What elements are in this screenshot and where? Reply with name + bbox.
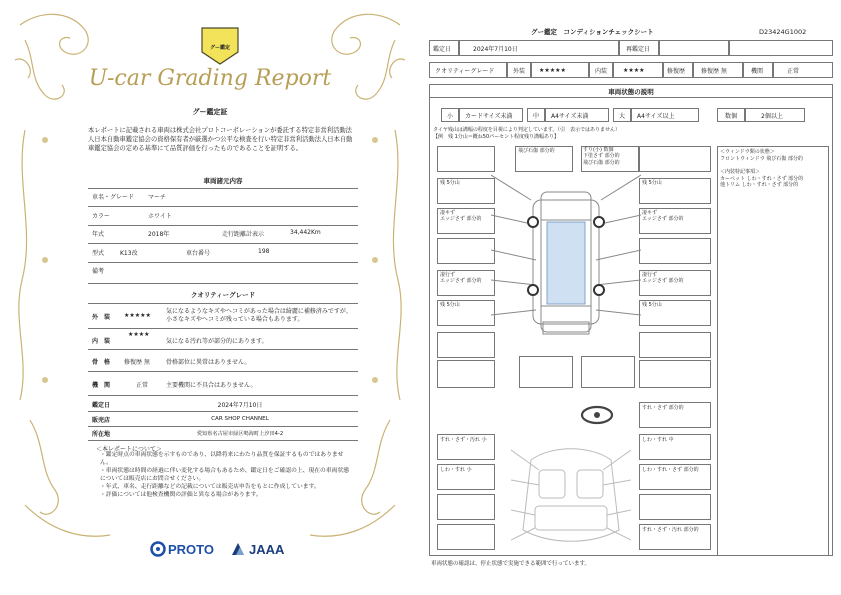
- grade-label: クオリティーグレード: [435, 67, 495, 75]
- right-mid2-note: 凄行ず エッジさず 部分的: [642, 272, 684, 285]
- interior-desc: 気になる汚れ等が部分的にあります。: [166, 338, 268, 345]
- mileage-label: 走行距離計表示: [222, 231, 265, 238]
- front-center-note: 飛び石傷 部分的: [518, 148, 555, 154]
- note-item: ・年式、車名、走行距離などの記載については販売店申告をもとに作成しています。: [100, 483, 320, 490]
- interior-grade: ★★★★: [128, 331, 150, 338]
- interior-special-title: ＜内装特記事項＞: [720, 169, 761, 175]
- proto-logo-text: PROTO: [168, 541, 214, 557]
- footer-note: 車両状態の確認は、停止状態で実施できる範囲で行っています。: [431, 561, 591, 567]
- interior-label-r: 内装: [595, 67, 608, 75]
- jaaa-mark-icon: [230, 541, 246, 557]
- legend-medium-label: 中: [533, 112, 540, 120]
- steering-wheel-icon: [579, 404, 615, 426]
- jaaa-logo-text: JAAA: [249, 541, 285, 557]
- frame-grade: 修復歴 無: [124, 359, 150, 366]
- right-mid1-note: 凄キず エッジさず 部分的: [642, 210, 684, 223]
- section-title: 車両状態の説明: [608, 88, 654, 96]
- interior-left1-note: すれ・さず・汚れ 小: [440, 437, 487, 443]
- left-mid2-note: 凄行ず エッジさず 部分的: [440, 272, 482, 285]
- interior-right2-note: しわ・すれ・さず 部分的: [642, 467, 699, 473]
- car-top-diagram: [491, 170, 641, 350]
- note-item: ・車両状態は時間の経過に伴い変化する場合もあるため、鑑定日をご確認の上、現在の車両状態については販売店にお問合せください。: [100, 467, 350, 482]
- report-script-title: U-car Grading Report: [88, 66, 332, 91]
- front-right-note: すり(小) 数個 下塗さず 部分的 飛び石傷 部分的: [583, 147, 620, 166]
- repair-label-r: 修復歴: [667, 67, 686, 75]
- jaaa-logo: [230, 541, 284, 557]
- chassis-label: 車台番号: [186, 250, 211, 257]
- notes-list: [100, 452, 350, 500]
- spec-heading: 車両諸元内容: [203, 177, 243, 185]
- tire-note: タイヤ残山は溝幅の程度を目視により判定しています。（引 表示ではありません）: [433, 127, 621, 133]
- interior-grade-r: ★★★★: [623, 66, 645, 74]
- tire-note-example: 【例 残 1分山＝概ね50パーセント程度残り溝幅あり】: [433, 134, 560, 140]
- note-item: ・鑑定時点の車両状態を示すものであり、以降将来にわたり品質を保証するものではありません。: [100, 452, 344, 466]
- mileage-value: 34,442Km: [290, 229, 321, 236]
- badge-label: グー鑑定: [209, 45, 230, 51]
- chassis-value: 198: [258, 248, 270, 255]
- right-upper-note: 残 5分山: [642, 180, 662, 186]
- exterior-desc: 気になるようなキズやヘコミがあった場合は綺麗に補修済みですが、小さなキズやヘコミが残っている場合もあります。: [166, 308, 352, 324]
- legend-large-desc: A4サイズ以上: [637, 112, 675, 120]
- right-lower-note: 残 5分山: [642, 302, 662, 308]
- color-label: カラー: [92, 213, 111, 220]
- exterior-label: 外 装: [92, 314, 111, 321]
- interior-left2-note: しわ・すれ 小: [440, 467, 472, 473]
- engine-label-r: 機関: [751, 67, 764, 75]
- address-label: 所在地: [92, 431, 111, 438]
- exterior-label-r: 外装: [513, 67, 526, 75]
- issue-date-value: 2024年7月10日: [217, 402, 263, 409]
- proto-logo: [150, 541, 214, 557]
- sheet-title: グー鑑定 コンディションチェックシート: [531, 28, 654, 36]
- interior-right1-note: しわ・すれ 中: [642, 437, 674, 443]
- quality-heading: クオリティーグレード: [190, 291, 256, 299]
- remarks-label: 備考: [92, 268, 105, 275]
- legend-medium-desc: A4サイズ未満: [551, 112, 589, 120]
- address-value: 愛知県名古屋市緑区鳴海町上汐田4-2: [196, 431, 284, 437]
- window-status-title: ＜ウィンドウ類の状態＞: [720, 149, 775, 155]
- shop-label: 販売店: [92, 417, 111, 424]
- interior-label: 内 装: [92, 338, 111, 345]
- intro-text: 本レポートに記載される車両は株式会社プロトコーポレーションが委託する特定非営利活動法人日本自動車鑑定協会の資格保有者が厳選かつ公平な検査を行い特定非営利活動法人日本自動車鑑定協会の定める基準にて品質評価を行ったものであることを証明する。: [88, 127, 353, 153]
- year-label: 年式: [92, 231, 105, 238]
- steering-note: すれ・さず 部分的: [642, 405, 684, 411]
- proto-mark-icon: [150, 541, 166, 557]
- left-mid1-note: 凄キず エッジさず 部分的: [440, 210, 482, 223]
- shop-value: CAR SHOP CHANNEL: [211, 416, 269, 422]
- repair-value-r: 修復歴 無: [701, 67, 727, 75]
- interior-special-text: カーペット しわ・すれ・さず 部分的 他トリム しわ・すれ・さず 部分的: [720, 176, 804, 189]
- legend-large-label: 大: [619, 112, 626, 120]
- model-value: K13改: [120, 250, 138, 257]
- color-value: ホワイト: [148, 213, 172, 220]
- check-date-value: 2024年7月10日: [473, 45, 518, 53]
- interior-right3-note: すれ・さず・汚れ 部分的: [642, 527, 699, 533]
- car-name-value: マーチ: [148, 194, 167, 201]
- notes-title: ＜本レポートについて＞: [96, 446, 162, 453]
- note-item: ・評価については他検査機関の評価と異なる場合があります。: [100, 491, 262, 498]
- goo-badge: [198, 26, 242, 66]
- grading-report-page: [0, 0, 420, 595]
- model-label: 型式: [92, 250, 105, 257]
- exterior-grade: ★★★★★: [124, 312, 151, 319]
- legend-count-value: 2個以上: [761, 112, 783, 120]
- car-interior-diagram: [511, 440, 631, 550]
- exterior-grade-r: ★★★★★: [539, 66, 566, 74]
- reissue-date-label: 再鑑定日: [626, 45, 651, 53]
- frame-label: 骨 格: [92, 359, 111, 366]
- engine-value-r: 正常: [787, 67, 800, 75]
- engine-grade: 正常: [136, 382, 149, 389]
- car-name-label: 車名・グレード: [92, 194, 135, 201]
- legend-count-label: 数個: [725, 112, 738, 120]
- year-value: 2018年: [148, 231, 170, 238]
- issue-date-label: 鑑定日: [92, 402, 111, 409]
- left-lower-note: 残 5分山: [440, 302, 460, 308]
- frame-desc: 骨格部位に異常はありません。: [166, 359, 251, 366]
- legend-small-desc: カードサイズ未満: [465, 112, 513, 120]
- check-date-label: 鑑定日: [433, 45, 452, 53]
- window-status-text: フロントウィンドウ 飛び石傷 部分的: [720, 156, 803, 162]
- engine-desc: 主要機関に不具合はありません。: [166, 382, 257, 389]
- report-subtitle: グー鑑定証: [192, 108, 228, 116]
- doc-id: D23424G1002: [759, 28, 807, 36]
- legend-small-label: 小: [447, 112, 454, 120]
- condition-check-sheet: [421, 0, 841, 595]
- engine-label: 機 関: [92, 382, 111, 389]
- left-upper-note: 残 5分山: [440, 180, 460, 186]
